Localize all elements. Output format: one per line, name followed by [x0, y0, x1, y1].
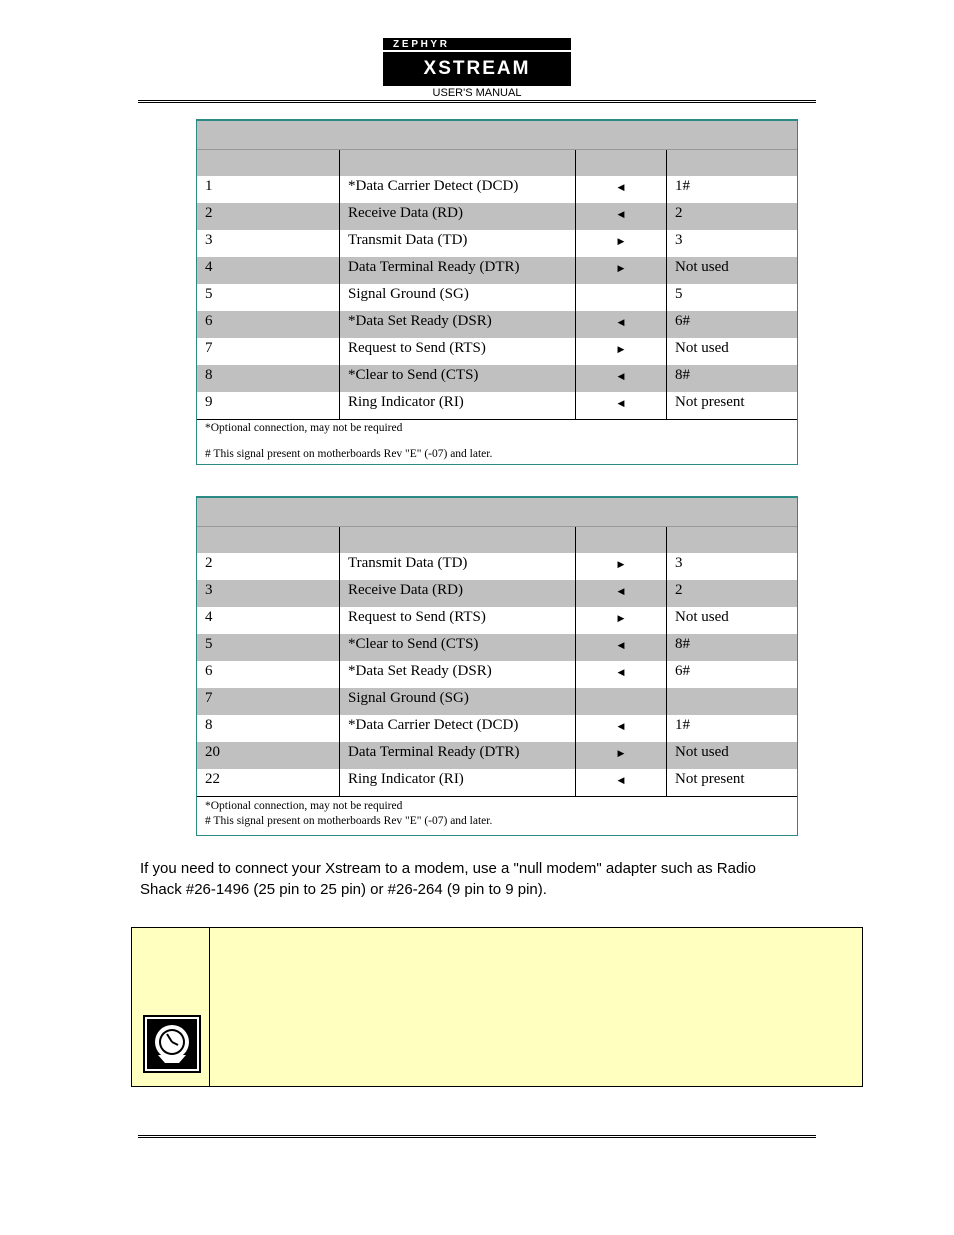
direction-cell: [576, 742, 667, 769]
table-header-row: [197, 150, 797, 176]
signal-cell: *Data Set Ready (DSR): [340, 311, 576, 338]
arrow-right-icon: ▶: [617, 613, 625, 623]
pin-cell: 4: [197, 257, 340, 284]
pinout-table-db9: [196, 119, 798, 465]
signal-cell: *Data Carrier Detect (DCD): [340, 715, 576, 742]
table-row: [197, 688, 797, 715]
direction-cell: [576, 715, 667, 742]
arrow-right-icon: ▶: [617, 344, 625, 354]
mate-pin-cell: 6#: [675, 663, 690, 679]
signal-cell: Signal Ground (SG): [340, 284, 576, 311]
arrow-right-icon: ▶: [617, 748, 625, 758]
table-row: [197, 284, 797, 311]
table-row: [197, 176, 797, 203]
mate-pin-cell: Not used: [675, 259, 729, 275]
table-row: [197, 553, 797, 580]
arrow-left-icon: ◀: [617, 667, 625, 677]
mate-pin-cell: 5: [675, 286, 683, 302]
mate-pin-cell: Not used: [675, 744, 729, 760]
direction-cell: [576, 661, 667, 688]
mate-pin-cell: 3: [675, 232, 683, 248]
arrow-left-icon: ◀: [617, 182, 625, 192]
pin-cell: 6: [197, 311, 340, 338]
direction-cell: [576, 257, 667, 284]
mate-pin-cell: 1#: [675, 717, 690, 733]
direction-cell: [576, 284, 667, 311]
pin-cell: 7: [197, 338, 340, 365]
arrow-left-icon: ◀: [617, 317, 625, 327]
brand-top-text: Z E P H Y R: [393, 38, 447, 50]
tip-box: [131, 927, 863, 1087]
pin-cell: 3: [197, 230, 340, 257]
note-revision: # This signal present on motherboards Rev "E" (-07) and later.: [205, 815, 493, 827]
table-title-bar: [197, 498, 797, 527]
arrow-right-icon: ▶: [617, 263, 625, 273]
tip-sidebar: [132, 928, 210, 1086]
arrow-right-icon: ▶: [617, 236, 625, 246]
signal-cell: *Data Carrier Detect (DCD): [340, 176, 576, 203]
direction-cell: [576, 553, 667, 580]
header-cell: [576, 527, 667, 553]
direction-cell: [576, 338, 667, 365]
mate-pin-cell: Not present: [675, 394, 745, 410]
table-row: [197, 661, 797, 688]
table-row: [197, 392, 797, 419]
arrow-left-icon: ◀: [617, 371, 625, 381]
mate-pin-cell: 8#: [675, 367, 690, 383]
pin-cell: 8: [197, 365, 340, 392]
direction-cell: [576, 634, 667, 661]
signal-cell: Signal Ground (SG): [340, 688, 576, 715]
pin-cell: 22: [197, 769, 340, 796]
header-rule: [138, 100, 816, 103]
pin-cell: 7: [197, 688, 340, 715]
header-cell: [197, 527, 340, 553]
signal-cell: Transmit Data (TD): [340, 230, 576, 257]
arrow-right-icon: ▶: [617, 559, 625, 569]
signal-cell: Receive Data (RD): [340, 580, 576, 607]
table-row: [197, 580, 797, 607]
table-row: [197, 769, 797, 796]
brand-logo: [383, 38, 571, 99]
pin-cell: 5: [197, 634, 340, 661]
signal-cell: Ring Indicator (RI): [340, 392, 576, 419]
pin-cell: 20: [197, 742, 340, 769]
signal-cell: *Clear to Send (CTS): [340, 634, 576, 661]
table-notes: [197, 419, 797, 464]
direction-cell: [576, 607, 667, 634]
arrow-left-icon: ◀: [617, 398, 625, 408]
signal-cell: Ring Indicator (RI): [340, 769, 576, 796]
arrow-left-icon: ◀: [617, 586, 625, 596]
header-cell: [197, 150, 340, 176]
header-cell: [340, 150, 576, 176]
mate-pin-cell: Not used: [675, 340, 729, 356]
note-optional: *Optional connection, may not be required: [205, 800, 403, 812]
signal-cell: *Clear to Send (CTS): [340, 365, 576, 392]
pin-cell: 1: [197, 176, 340, 203]
mate-pin-cell: 6#: [675, 313, 690, 329]
note-optional: *Optional connection, may not be required: [205, 422, 403, 434]
pin-cell: 2: [197, 203, 340, 230]
signal-cell: Receive Data (RD): [340, 203, 576, 230]
arrow-left-icon: ◀: [617, 209, 625, 219]
direction-cell: [576, 580, 667, 607]
direction-cell: [576, 688, 667, 715]
table-row: [197, 203, 797, 230]
mate-pin-cell: Not used: [675, 609, 729, 625]
direction-cell: [576, 203, 667, 230]
table-title-bar: [197, 121, 797, 150]
table-body: [197, 553, 797, 796]
direction-cell: [576, 176, 667, 203]
table-row: [197, 311, 797, 338]
brand-top-bar: [383, 38, 571, 50]
arrow-left-icon: ◀: [617, 640, 625, 650]
header-cell: [340, 527, 576, 553]
direction-cell: [576, 230, 667, 257]
body-paragraph: If you need to connect your Xstream to a modem, use a "null modem" adapter such as Radio Shack #26-1496 (25 pin to 25 pin) or #26-264 (9 pin to 9 pin).: [140, 860, 756, 898]
brand-main-text: XSTREAM: [423, 58, 531, 79]
header-cell: [576, 150, 667, 176]
table-row: [197, 634, 797, 661]
pin-cell: 8: [197, 715, 340, 742]
table-row: [197, 230, 797, 257]
direction-cell: [576, 365, 667, 392]
arrow-left-icon: ◀: [617, 775, 625, 785]
arrow-left-icon: ◀: [617, 721, 625, 731]
table-header-row: [197, 527, 797, 553]
pin-cell: 2: [197, 553, 340, 580]
table-row: [197, 607, 797, 634]
mate-pin-cell: 2: [675, 582, 683, 598]
table-row: [197, 365, 797, 392]
table-row: [197, 338, 797, 365]
mate-pin-cell: 3: [675, 555, 683, 571]
pin-cell: 9: [197, 392, 340, 419]
footer-rule: [138, 1135, 816, 1138]
header-cell: [667, 527, 797, 553]
mate-pin-cell: 2: [675, 205, 683, 221]
table-row: [197, 257, 797, 284]
table-body: [197, 176, 797, 419]
pin-cell: 6: [197, 661, 340, 688]
direction-cell: [576, 311, 667, 338]
signal-cell: Data Terminal Ready (DTR): [340, 742, 576, 769]
signal-cell: *Data Set Ready (DSR): [340, 661, 576, 688]
table-row: [197, 742, 797, 769]
header-cell: [667, 150, 797, 176]
signal-cell: Request to Send (RTS): [340, 607, 576, 634]
signal-cell: Data Terminal Ready (DTR): [340, 257, 576, 284]
mate-pin-cell: 8#: [675, 636, 690, 652]
mate-pin-cell: 1#: [675, 178, 690, 194]
direction-cell: [576, 392, 667, 419]
mate-pin-cell: Not present: [675, 771, 745, 787]
pinout-table-db25: [196, 496, 798, 836]
pin-cell: 5: [197, 284, 340, 311]
direction-cell: [576, 769, 667, 796]
signal-cell: Transmit Data (TD): [340, 553, 576, 580]
note-revision: # This signal present on motherboards Rev "E" (-07) and later.: [205, 448, 493, 460]
mate-pin-cell: [667, 688, 797, 715]
brand-subtitle: USER'S MANUAL: [432, 87, 522, 99]
pin-cell: 4: [197, 607, 340, 634]
clock-tip-icon: [143, 1015, 201, 1073]
pin-cell: 3: [197, 580, 340, 607]
table-notes: [197, 796, 797, 835]
signal-cell: Request to Send (RTS): [340, 338, 576, 365]
brand-main-bar: [383, 52, 571, 86]
table-row: [197, 715, 797, 742]
